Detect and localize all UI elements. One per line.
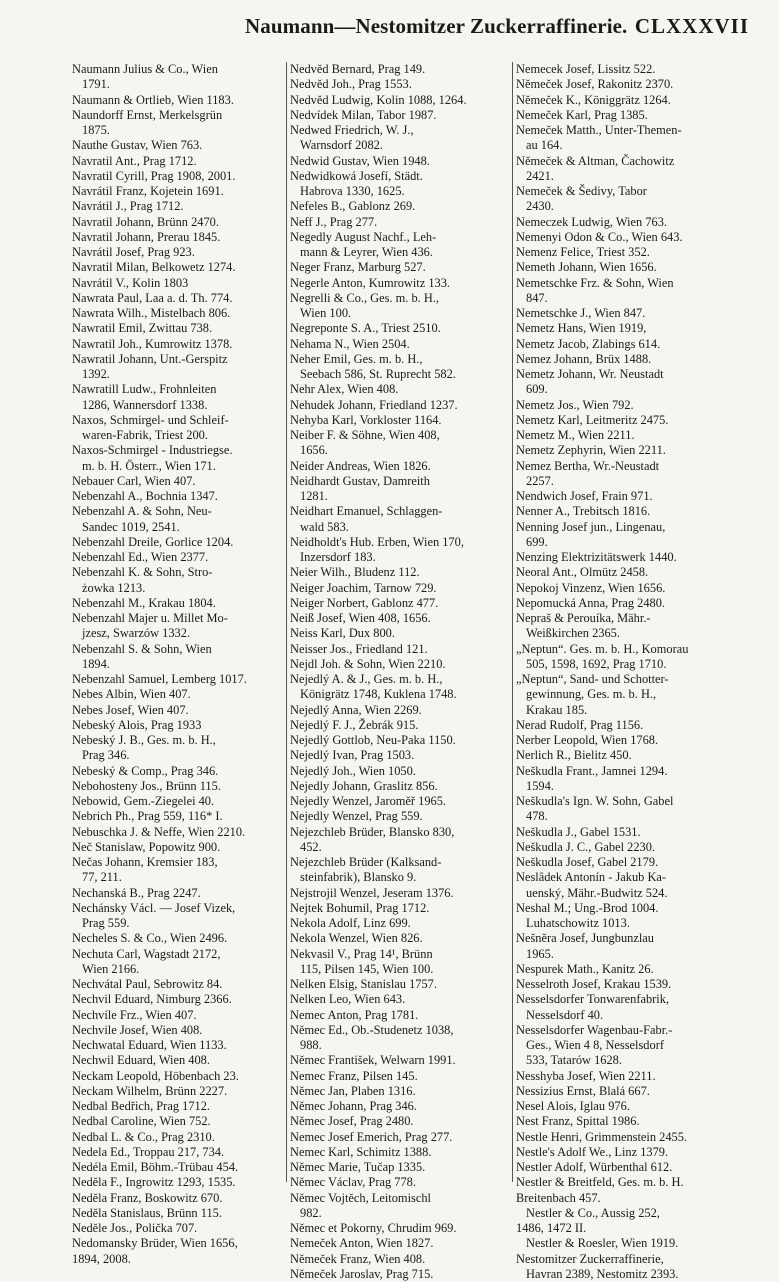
directory-entry-line: Nekvasil V., Prag 14¹, Brünn: [290, 946, 433, 961]
directory-entry-line: Neshal M.; Ung.-Brod 1004.: [516, 900, 659, 915]
directory-entry-line: Navrátil Franz, Kojetein 1691.: [72, 184, 224, 198]
directory-entry-line: Neč Stanislaw, Popowitz 900.: [72, 839, 221, 854]
directory-entry-line: Nestomitzer Zuckerraffinerie,: [516, 1251, 664, 1266]
directory-entry-line: Nesshyba Josef, Wien 2211.: [516, 1068, 656, 1083]
directory-entry-line: wald 583.: [300, 519, 349, 534]
directory-entry-line: Nenner A., Trebitsch 1816.: [516, 504, 651, 519]
directory-entry-line: Němec Jan, Plaben 1316.: [290, 1083, 416, 1098]
directory-entry-line: Nemecek Josef, Lissitz 522.: [516, 62, 656, 76]
directory-entry-line: Nesselsdorfer Wagenbau-Fabr.-: [516, 1022, 673, 1037]
directory-entry-line: Němec Johann, Prag 346.: [290, 1099, 417, 1113]
directory-entry-line: Nawratill Ludw., Frohnleiten: [72, 382, 217, 397]
directory-entry-line: gewinnung, Ges. m. b. H.,: [526, 687, 657, 702]
directory-entry-line: Naumann Julius & Co., Wien: [72, 62, 218, 76]
directory-entry-line: Nemez Bertha, Wr.-Neustadt: [516, 458, 660, 473]
directory-entry-line: Ges., Wien 4 8, Nesselsdorf: [526, 1038, 664, 1052]
directory-entry-line: Neiger Norbert, Gablonz 477.: [290, 595, 439, 610]
directory-entry-line: uenský, Mähr.-Budwitz 524.: [526, 885, 668, 900]
directory-entry-line: Němeček Franz, Wien 408.: [290, 1251, 426, 1266]
directory-entry-line: 1281.: [300, 489, 328, 503]
directory-entry-line: Nekola Adolf, Linz 699.: [290, 916, 411, 930]
directory-entry-line: Nemec Josef Emerich, Prag 277.: [290, 1129, 453, 1144]
directory-entry-line: 847.: [526, 290, 548, 305]
directory-entry-line: Navrátil Josef, Prag 923.: [72, 245, 195, 259]
directory-entry-line: 77, 211.: [82, 870, 122, 885]
directory-entry-line: Havran 2389, Nestomitz 2393.: [526, 1266, 679, 1281]
directory-entry-line: Naxos, Schmirgel- und Schleif-: [72, 412, 229, 427]
directory-entry-line: Nehama N., Wien 2504.: [290, 336, 410, 351]
directory-entry-line: Navratil Cyrill, Prag 1908, 2001.: [72, 168, 236, 183]
directory-entry-line: Weißkirchen 2365.: [526, 626, 620, 641]
directory-entry-line: Neidholdt's Hub. Erben, Wien 170,: [290, 534, 464, 549]
directory-entry-line: Němec František, Welwarn 1991.: [290, 1053, 456, 1068]
directory-entry-line: Nemez Johann, Brüx 1488.: [516, 351, 652, 366]
directory-entry-line: Wien 2166.: [82, 961, 140, 976]
directory-entry-line: Nebenzahl A. & Sohn, Neu-: [72, 504, 212, 519]
directory-entry-line: 1791.: [82, 77, 110, 92]
directory-entry-line: Nemenz Felice, Triest 352.: [516, 245, 650, 259]
directory-entry-line: 478.: [526, 809, 548, 824]
directory-entry-line: 609.: [526, 382, 548, 397]
directory-entry-line: Negerle Anton, Kumrowitz 133.: [290, 275, 451, 290]
directory-entry-line: Neider Andreas, Wien 1826.: [290, 458, 431, 473]
directory-entry-line: 1392.: [82, 367, 110, 381]
directory-entry-line: Nejedlý Gottlob, Neu-Paka 1150.: [290, 733, 456, 747]
directory-entry-line: Nejtek Bohumil, Prag 1712.: [290, 900, 430, 915]
directory-entry-line: Němec Vojtěch, Leitomischl: [290, 1190, 431, 1205]
directory-entry-line: Warnsdorf 2082.: [300, 138, 383, 153]
directory-entry-line: 1286, Wannersdorf 1338.: [82, 397, 208, 412]
directory-entry-line: Nechvátal Paul, Sebrowitz 84.: [72, 977, 223, 991]
directory-entry-line: Nesselsdorfer Tonwarenfabrik,: [516, 992, 670, 1007]
directory-entry-line: Prag 346.: [82, 748, 130, 763]
directory-entry-line: Navratil Johann, Prerau 1845.: [72, 229, 221, 244]
directory-entry-line: Nejedlý Ivan, Prag 1503.: [290, 748, 415, 763]
directory-entry-line: 982.: [300, 1205, 322, 1220]
directory-entry-line: Nehr Alex, Wien 408.: [290, 382, 399, 397]
directory-entry-line: Neff J., Prag 277.: [290, 214, 378, 229]
directory-entry-line: Nemec Anton, Prag 1781.: [290, 1007, 419, 1022]
directory-entry-line: Němec Ed., Ob.-Studenetz 1038,: [290, 1022, 454, 1037]
directory-entry-line: Nebenzahl Samuel, Lemberg 1017.: [72, 672, 247, 686]
directory-entry-line: Němeček Jaroslav, Prag 715.: [290, 1266, 434, 1281]
directory-entry-line: Nemetschke J., Wien 847.: [516, 306, 646, 320]
directory-entry-line: Nebenzahl M., Krakau 1804.: [72, 595, 216, 610]
directory-entry-line: Nemetschke Frz. & Sohn, Wien: [516, 275, 674, 290]
entry-columns: [72, 62, 722, 1281]
directory-entry-line: Neiss Karl, Dux 800.: [290, 626, 395, 641]
directory-entry-line: Neděla Franz, Boskowitz 670.: [72, 1190, 223, 1205]
directory-entry-line: Nejedlý A. & J., Ges. m. b. H.,: [290, 672, 443, 686]
directory-entry-line: mann & Leyrer, Wien 436.: [300, 245, 433, 259]
directory-entry-line: Nechvil Eduard, Nimburg 2366.: [72, 992, 232, 1007]
directory-entry-line: Necheles S. & Co., Wien 2496.: [72, 931, 228, 946]
directory-entry-line: Nerber Leopold, Wien 1768.: [516, 733, 659, 747]
directory-entry-line: Breitenbach 457.: [516, 1190, 601, 1205]
directory-entry-line: Nedwidkowá Josefí, Städt.: [290, 168, 423, 183]
directory-entry-line: Nejstrojil Wenzel, Jeseram 1376.: [290, 885, 454, 900]
directory-entry-line: Nawratil Johann, Unt.-Gerspitz: [72, 351, 228, 366]
directory-entry-line: Nebohosteny Jos., Brünn 115.: [72, 778, 221, 793]
directory-entry-line: Nedvěd Bernard, Prag 149.: [290, 62, 426, 76]
directory-entry-line: Nedéla Emil, Böhm.-Trübau 454.: [72, 1160, 239, 1174]
directory-entry-line: 699.: [526, 534, 548, 549]
directory-entry-line: Nawratil Joh., Kumrowitz 1378.: [72, 336, 233, 351]
directory-entry-line: 2257.: [526, 473, 554, 488]
directory-entry-line: Nebeský & Comp., Prag 346.: [72, 763, 219, 778]
directory-entry-line: Nechuta Carl, Wagstadt 2172,: [72, 946, 221, 961]
directory-entry-line: Němec Václav, Prag 778.: [290, 1175, 416, 1190]
directory-entry-line: Luhatschowitz 1013.: [526, 916, 630, 930]
directory-entry-line: Nestler & Co., Aussig 252,: [526, 1205, 660, 1220]
directory-entry-line: Prag 559.: [82, 916, 130, 930]
directory-entry-line: Nepraš & Perouíka, Mähr.-: [516, 611, 651, 625]
directory-entry-line: Nechánsky Václ. — Josef Vizek,: [72, 900, 236, 915]
directory-entry-line: Neškudla Josef, Gabel 2179.: [516, 855, 659, 869]
column-2: [286, 62, 512, 1281]
directory-entry-line: Němec Marie, Tučap 1335.: [290, 1160, 426, 1174]
directory-entry-line: Neckam Wilhelm, Brünn 2227.: [72, 1083, 228, 1098]
directory-entry-line: Nejedly Wenzel, Prag 559.: [290, 809, 423, 824]
directory-entry-line: Neidhardt Gustav, Damreith: [290, 473, 430, 488]
directory-entry-line: Nemec Karl, Schimitz 1388.: [290, 1144, 432, 1159]
directory-entry-line: Nesselroth Josef, Krakau 1539.: [516, 977, 672, 991]
directory-entry-line: Nebenzahl K. & Sohn, Stro-: [72, 565, 213, 580]
directory-entry-line: Nečas Johann, Kremsier 183,: [72, 855, 218, 869]
directory-entry-line: Nedwid Gustav, Wien 1948.: [290, 153, 430, 168]
directory-entry-line: 452.: [300, 839, 322, 854]
directory-entry-line: Habrova 1330, 1625.: [300, 184, 405, 198]
page-header: [60, 8, 769, 44]
directory-entry-line: Neoral Ant., Olmütz 2458.: [516, 565, 649, 580]
directory-entry-line: Nedvěd Joh., Prag 1553.: [290, 77, 412, 92]
directory-entry-line: Nedvěd Ludwig, Kolin 1088, 1264.: [290, 92, 467, 107]
directory-entry-line: Nendwich Josef, Frain 971.: [516, 489, 653, 503]
directory-entry-line: Nemeček & Šedivy, Tabor: [516, 184, 647, 198]
directory-entry-line: Nebenzahl Ed., Wien 2377.: [72, 550, 209, 564]
directory-entry-line: 1594.: [526, 778, 554, 793]
directory-entry-line: Nejedly Johann, Graslitz 856.: [290, 778, 438, 793]
directory-entry-line: Neškudla's Ign. W. Sohn, Gabel: [516, 794, 674, 808]
directory-entry-line: Nejdl Joh. & Sohn, Wien 2210.: [290, 656, 446, 671]
directory-entry-line: Nehyba Karl, Vorkloster 1164.: [290, 412, 442, 427]
directory-entry-line: 1894, 2008.: [72, 1251, 131, 1266]
directory-entry-line: Negrelli & Co., Ges. m. b. H.,: [290, 290, 440, 305]
directory-entry-line: Nedbal Bedřich, Prag 1712.: [72, 1099, 210, 1113]
directory-entry-line: Naundorff Ernst, Merkelsgrün: [72, 107, 223, 122]
directory-entry-line: Nejedly Wenzel, Jaroměř 1965.: [290, 794, 447, 808]
directory-entry-line: Nemeček Karl, Prag 1385.: [516, 107, 648, 122]
directory-entry-line: 1965.: [526, 946, 554, 961]
directory-entry-line: Neděle Jos., Polička 707.: [72, 1221, 198, 1235]
directory-entry-line: Nemetz M., Wien 2211.: [516, 428, 635, 442]
directory-entry-line: Nemec Franz, Pilsen 145.: [290, 1068, 418, 1083]
directory-entry-line: Nelken Leo, Wien 643.: [290, 992, 406, 1007]
directory-entry-line: Nejezchleb Brüder (Kalksand-: [290, 855, 442, 869]
directory-entry-line: Nejezchleb Brüder, Blansko 830,: [290, 824, 455, 839]
directory-entry-line: 2430.: [526, 199, 554, 214]
directory-entry-line: Němeček Josef, Rakonitz 2370.: [516, 77, 674, 92]
directory-entry-line: Nesel Alois, Iglau 976.: [516, 1099, 630, 1113]
directory-entry-line: Nestler & Roesler, Wien 1919.: [526, 1236, 679, 1251]
directory-entry-line: 1875.: [82, 123, 110, 137]
directory-entry-line: Navrátil J., Prag 1712.: [72, 199, 184, 214]
directory-entry-line: Neidhart Emanuel, Schlaggen-: [290, 504, 443, 519]
directory-entry-line: Neškudla J., Gabel 1531.: [516, 824, 641, 839]
directory-entry-line: 505, 1598, 1692, Prag 1710.: [526, 656, 667, 671]
directory-entry-line: „Neptun“. Ges. m. b. H., Komorau: [516, 641, 689, 656]
directory-entry-line: Němec et Pokorny, Chrudim 969.: [290, 1221, 457, 1235]
directory-entry-line: Königrätz 1748, Kuklena 1748.: [300, 687, 457, 702]
directory-entry-line: Nemeth Johann, Wien 1656.: [516, 260, 657, 275]
directory-entry-line: Neděla F., Ingrowitz 1293, 1535.: [72, 1175, 236, 1190]
directory-entry-line: waren-Fabrik, Triest 200.: [82, 428, 208, 442]
directory-entry-line: Navratil Johann, Brünn 2470.: [72, 214, 219, 229]
directory-entry-line: Nebes Josef, Wien 407.: [72, 702, 189, 717]
directory-entry-line: Sandec 1019, 2541.: [82, 519, 180, 534]
directory-entry-line: Nechwatal Eduard, Wien 1133.: [72, 1038, 227, 1052]
directory-entry-line: Nejedlý F. J., Žebrák 915.: [290, 717, 419, 732]
directory-entry-line: Nedbal L. & Co., Prag 2310.: [72, 1129, 215, 1144]
directory-entry-line: Nedwed Friedrich, W. J.,: [290, 123, 414, 137]
directory-entry-line: Neisser Jos., Friedland 121.: [290, 641, 428, 656]
directory-entry-line: Nemeček Matth., Unter-Themen-: [516, 123, 682, 137]
directory-entry-line: Nebauer Carl, Wien 407.: [72, 473, 196, 488]
directory-entry-line: Neiger Joachim, Tarnow 729.: [290, 580, 437, 595]
directory-entry-line: Nemeček Anton, Wien 1827.: [290, 1236, 434, 1251]
directory-entry-line: Neškudla Frant., Jamnei 1294.: [516, 763, 668, 778]
directory-entry-line: Nebrich Ph., Prag 559, 116* I.: [72, 809, 223, 824]
directory-entry-line: Nechanská B., Prag 2247.: [72, 885, 201, 900]
directory-entry-line: Nebeský Alois, Prag 1933: [72, 717, 202, 732]
directory-entry-line: 1486, 1472 II.: [516, 1221, 587, 1235]
directory-entry-line: Krakau 185.: [526, 702, 588, 717]
directory-entry-line: 988.: [300, 1038, 322, 1052]
directory-entry-line: Nebes Albin, Wien 407.: [72, 687, 191, 702]
directory-entry-line: Nehudek Johann, Friedland 1237.: [290, 397, 458, 412]
directory-entry-line: Nepokoj Vinzenz, Wien 1656.: [516, 580, 666, 595]
directory-entry-line: Nebenzahl Dreile, Gorlice 1204.: [72, 534, 234, 549]
directory-entry-line: Nestle's Adolf We., Linz 1379.: [516, 1144, 669, 1159]
directory-entry-line: żowka 1213.: [82, 580, 146, 595]
directory-entry-line: Němeček & Altman, Čachowitz: [516, 153, 675, 168]
directory-entry-line: Nedvídek Milan, Tabor 1987.: [290, 107, 437, 122]
directory-entry-line: Neger Franz, Marburg 527.: [290, 260, 426, 275]
directory-entry-line: Nemenyi Odon & Co., Wien 643.: [516, 229, 683, 244]
directory-entry-line: Nedela Ed., Troppau 217, 734.: [72, 1144, 225, 1159]
directory-entry-line: Nestle Henri, Grimmenstein 2455.: [516, 1129, 688, 1144]
directory-entry-line: Nerlich R., Bielitz 450.: [516, 748, 632, 763]
directory-entry-line: Nebenzahl A., Bochnia 1347.: [72, 489, 218, 503]
directory-entry-line: Nejedlý Joh., Wien 1050.: [290, 763, 416, 778]
directory-entry-line: Nestler & Breitfeld, Ges. m. b. H.: [516, 1175, 684, 1190]
directory-entry-line: Nemetz Karl, Leitmeritz 2475.: [516, 412, 669, 427]
directory-entry-line: Nemetz Zephyrin, Wien 2211.: [516, 443, 666, 458]
directory-entry-line: Nefeles B., Gablonz 269.: [290, 199, 416, 214]
directory-entry-line: Nemetz Hans, Wien 1919,: [516, 321, 647, 336]
directory-entry-line: jzesz, Swarzów 1332.: [82, 626, 191, 641]
directory-entry-line: 533, Tatarów 1628.: [526, 1053, 622, 1068]
directory-entry-line: Wien 100.: [300, 306, 352, 320]
directory-entry-line: Neslâdek Antonín - Jakub Ka-: [516, 870, 667, 885]
directory-entry-line: Nesselsdorf 40.: [526, 1007, 604, 1022]
directory-entry-line: Nawrata Wilh., Mistelbach 806.: [72, 306, 231, 320]
directory-entry-line: Nechvíle Frz., Wien 407.: [72, 1007, 197, 1022]
directory-entry-line: Nemetz Jacob, Zlabings 614.: [516, 336, 661, 351]
page-number: CLXXXVII: [634, 14, 749, 38]
directory-entry-line: steinfabrik), Blansko 9.: [300, 870, 417, 885]
directory-entry-line: Němec Josef, Prag 2480.: [290, 1114, 414, 1129]
directory-entry-line: Nauthe Gustav, Wien 763.: [72, 138, 203, 153]
column-1: [72, 62, 282, 1266]
directory-entry-line: Nechwil Eduard, Wien 408.: [72, 1053, 210, 1068]
directory-entry-line: Nessizius Ernst, Blalá 667.: [516, 1083, 650, 1098]
directory-entry-line: Naxos-Schmirgel - Industriegse.: [72, 443, 233, 458]
directory-entry-line: m. b. H. Österr., Wien 171.: [82, 458, 216, 473]
directory-entry-line: Neděla Stanislaus, Brünn 115.: [72, 1205, 222, 1220]
column-3: [512, 62, 726, 1281]
directory-entry-line: Nebuschka J. & Neffe, Wien 2210.: [72, 824, 246, 839]
directory-entry-line: Seebach 586, St. Ruprecht 582.: [300, 367, 456, 381]
directory-entry-line: Nedbal Caroline, Wien 752.: [72, 1114, 211, 1129]
directory-entry-line: 1894.: [82, 656, 110, 671]
directory-entry-line: Navratil Ant., Prag 1712.: [72, 153, 197, 168]
directory-entry-line: Neher Emil, Ges. m. b. H.,: [290, 351, 423, 366]
directory-entry-line: Nemeczek Ludwig, Wien 763.: [516, 214, 668, 229]
directory-entry-line: Nedomansky Brüder, Wien 1656,: [72, 1236, 238, 1251]
directory-entry-line: Nekola Wenzel, Wien 826.: [290, 931, 423, 946]
directory-entry-line: Nepomucká Anna, Prag 2480.: [516, 595, 666, 610]
directory-entry-line: Nešněra Josef, Jungbunzlau: [516, 931, 654, 946]
directory-entry-line: Nebenzahl Majer u. Millet Mo-: [72, 611, 228, 625]
directory-entry-line: Nawratil Emil, Zwittau 738.: [72, 321, 213, 336]
directory-entry-line: Nemetz Jos., Wien 792.: [516, 397, 634, 412]
directory-entry-line: Navrátil V., Kolin 1803: [72, 275, 189, 290]
directory-entry-line: 1656.: [300, 443, 328, 458]
directory-entry-line: Nenning Josef jun., Lingenau,: [516, 519, 666, 534]
running-title: Naumann—Nestomitzer Zuckerraffinerie.: [245, 14, 628, 38]
directory-entry-line: Nelken Elsig, Stanislau 1757.: [290, 977, 437, 991]
directory-entry-line: Nemetz Johann, Wr. Neustadt: [516, 367, 664, 381]
directory-entry-line: au 164.: [526, 138, 563, 153]
directory-entry-line: Negreponte S. A., Triest 2510.: [290, 321, 441, 336]
directory-entry-line: Neier Wilh., Bludenz 112.: [290, 565, 420, 580]
directory-entry-line: Naumann & Ortlieb, Wien 1183.: [72, 92, 234, 107]
directory-entry-line: Nechvile Josef, Wien 408.: [72, 1022, 203, 1037]
directory-entry-line: Negedly August Nachf., Leh-: [290, 229, 437, 244]
directory-entry-line: Neiber F. & Söhne, Wien 408,: [290, 428, 440, 442]
directory-entry-line: Nenzing Elektrizitätswerk 1440.: [516, 550, 677, 564]
directory-entry-line: Nebowid, Gem.-Ziegelei 40.: [72, 794, 215, 808]
directory-entry-line: Nebeský J. B., Ges. m. b. H.,: [72, 733, 216, 747]
directory-entry-line: Němeček K., Königgrätz 1264.: [516, 92, 671, 107]
directory-entry-line: 115, Pilsen 145, Wien 100.: [300, 961, 434, 976]
directory-entry-line: Navratil Milan, Belkowetz 1274.: [72, 260, 236, 275]
directory-entry-line: Nejedlý Anna, Wien 2269.: [290, 702, 422, 717]
directory-entry-line: Nespurek Math., Kanitz 26.: [516, 961, 654, 976]
directory-entry-line: Inzersdorf 183.: [300, 550, 376, 564]
directory-entry-line: Neškudla J. C., Gabel 2230.: [516, 839, 656, 854]
directory-entry-line: „Neptun“, Sand- und Schotter-: [516, 672, 669, 686]
directory-entry-line: Nest Franz, Spittal 1986.: [516, 1114, 640, 1129]
directory-entry-line: Neiß Josef, Wien 408, 1656.: [290, 611, 431, 625]
directory-entry-line: Nawrata Paul, Laa a. d. Th. 774.: [72, 290, 233, 305]
directory-entry-line: Nebenzahl S. & Sohn, Wien: [72, 641, 212, 656]
directory-entry-line: Nerad Rudolf, Prag 1156.: [516, 717, 644, 732]
directory-entry-line: Neckam Leopold, Höbenbach 23.: [72, 1068, 239, 1083]
directory-entry-line: 2421.: [526, 168, 554, 183]
directory-entry-line: Nestler Adolf, Würbenthal 612.: [516, 1160, 673, 1174]
